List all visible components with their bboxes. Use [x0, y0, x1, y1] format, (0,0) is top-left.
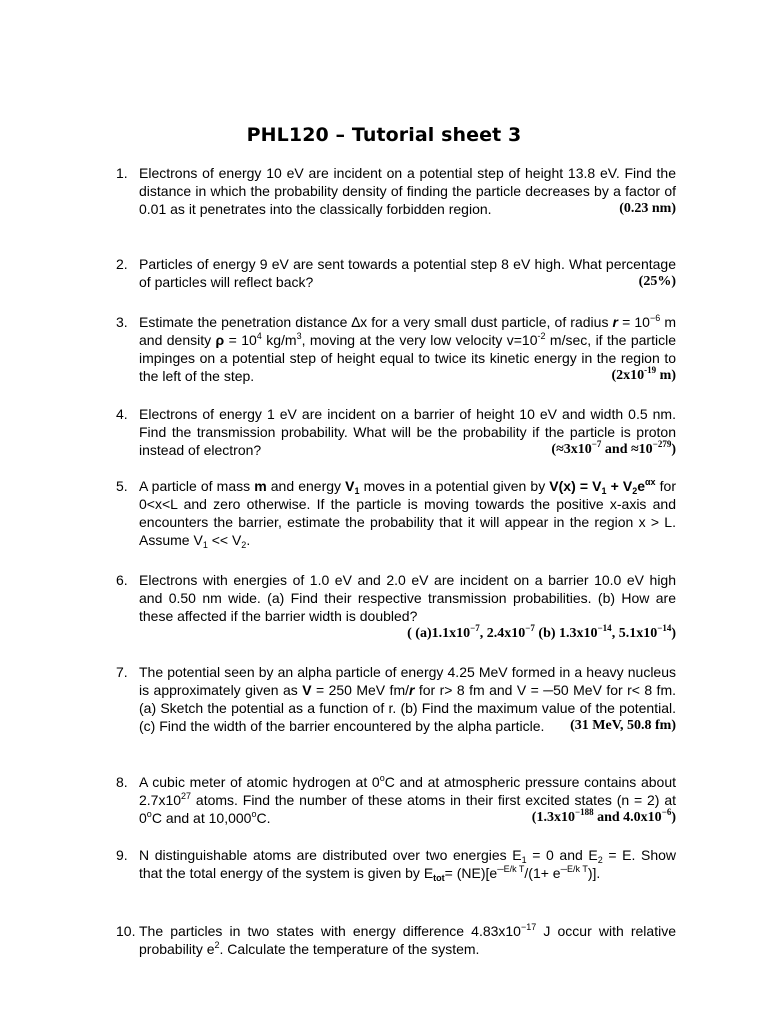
answer: ( $(a)1.1x10^{-7}$, $2.4x10^{-7}$ (b) $1.3x10^{-14}$, $5.1x10^{-14}$) — [407, 623, 676, 641]
question-text: Electrons with energies of 1.0 eV and 2.0 eV are incident on a barrier 10.0 eV high and 0.50 nm wide. (a) Find their respective transmission probabilities. (b) How are these affected if the barrier width is doubled? ( $(a)1.1x10^{-7}$, $2.4x10^{-7}$ (b) $1.3x10^{-14}$, $5.1x10^{-14}$) — [139, 572, 676, 641]
question-number: 2. — [116, 256, 128, 272]
question-text: The potential seen by an alpha particle of energy 4.25 MeV formed in a heavy nucleus is approximately given as V = 250 MeV fm/r for r> 8 fm and V = ─50 MeV for r< 8 fm. (a) Sketch the potential as a function of r. (b) Find the maximum value of the potential. (c) Find the width of the barrier encountered by the alpha particle. (31 MeV, 50.8 fm) — [139, 664, 676, 734]
question-text: Particles of energy 9 eV are sent towards a potential step 8 eV high. What percentage of particles will reflect back? (25%) — [139, 256, 676, 290]
question-text: Electrons of energy 10 eV are incident on a potential step of height 13.8 eV. Find the distance in which the probability density of finding the particle decreases by a factor of 0.01 as it penetrates into the classically forbidden region. (0.23 nm) — [139, 165, 676, 217]
question-number: 10. — [116, 923, 136, 939]
question-text: The particles in two states with energy difference $4.83x10^{-17}$ J occur with relative probability $e^2$. Calculate the temperature of the system. — [139, 922, 676, 957]
question-text: Electrons of energy 1 eV are incident on a barrier of height 10 eV and width 0.5 nm. Find the transmission probability. What will be the probability if the particle is proton instead of electron? ($\approx 3x10^{-7}$ and $\approx 10^{-279}$) — [139, 406, 676, 458]
answer: (31 MeV, 50.8 fm) — [570, 718, 676, 733]
page-title: PHL120 – Tutorial sheet 3 — [246, 124, 522, 146]
question-number: 9. — [116, 847, 128, 863]
question-text: Estimate the penetration distance ∆x for a very small dust particle, of radius $r = 10^{-6}$ m and density $\rho = 10^4$ $kg/m^3$, moving at the very low velocity $v=10^{-2}$ m/sec, if the particle impinges on a potential step of height equal to twice its kinetic energy in the region to the left of the step. ($2x10^{-19}$ m) — [139, 313, 676, 384]
answer: ($2x10^{-19}$ m) — [611, 365, 676, 383]
answer: ($1.3x10^{-188}$ and $4.0x10^{-6}$) — [531, 807, 676, 825]
question-number: 7. — [116, 664, 128, 680]
question-number: 4. — [116, 406, 128, 422]
answer: (0.23 nm) — [619, 201, 676, 216]
question-number: 1. — [116, 165, 128, 181]
question-text: A cubic meter of atomic hydrogen at 0$^o$C and at atmospheric pressure contains about $2.7x10^{27}$ atoms. Find the number of these atoms in their first excited states (n = 2) at 0$^o$C and at 10,000$^o$C. ($1.3x10^{-188}$ and $4.0x10^{-6}$) — [139, 773, 677, 826]
answer: (25%) — [638, 274, 676, 289]
question-number: 3. — [116, 314, 128, 330]
question-number: 6. — [116, 572, 128, 588]
potential-equation: $V(x) = V_1 + V_2e^{\alpha x}$ — [549, 477, 656, 496]
question-text: A particle of mass m and energy $V_1$ moves in a potential given by $V(x) = V_1 + V_2e^{\alpha x}$ for 0<x<L and zero otherwise. If the particle is moving towards the positive x-axis and encounters the barrier, estimate the probability that it will appear in the region x > L. Assume $V_1 << V_2$. — [139, 477, 676, 550]
question-text: N distinguishable atoms are distributed over two energies $E_1 = 0$ and $E_2 = E$. Show that the total energy of the system is given by $E_{tot}= (NE)[e^{─E/k T}/(1+ e^{─E/k T})]$. — [139, 847, 676, 883]
question-number: 8. — [116, 774, 128, 790]
question-number: 5. — [116, 478, 128, 494]
answer: ($\approx 3x10^{-7}$ and $\approx 10^{-279}$) — [551, 439, 676, 457]
